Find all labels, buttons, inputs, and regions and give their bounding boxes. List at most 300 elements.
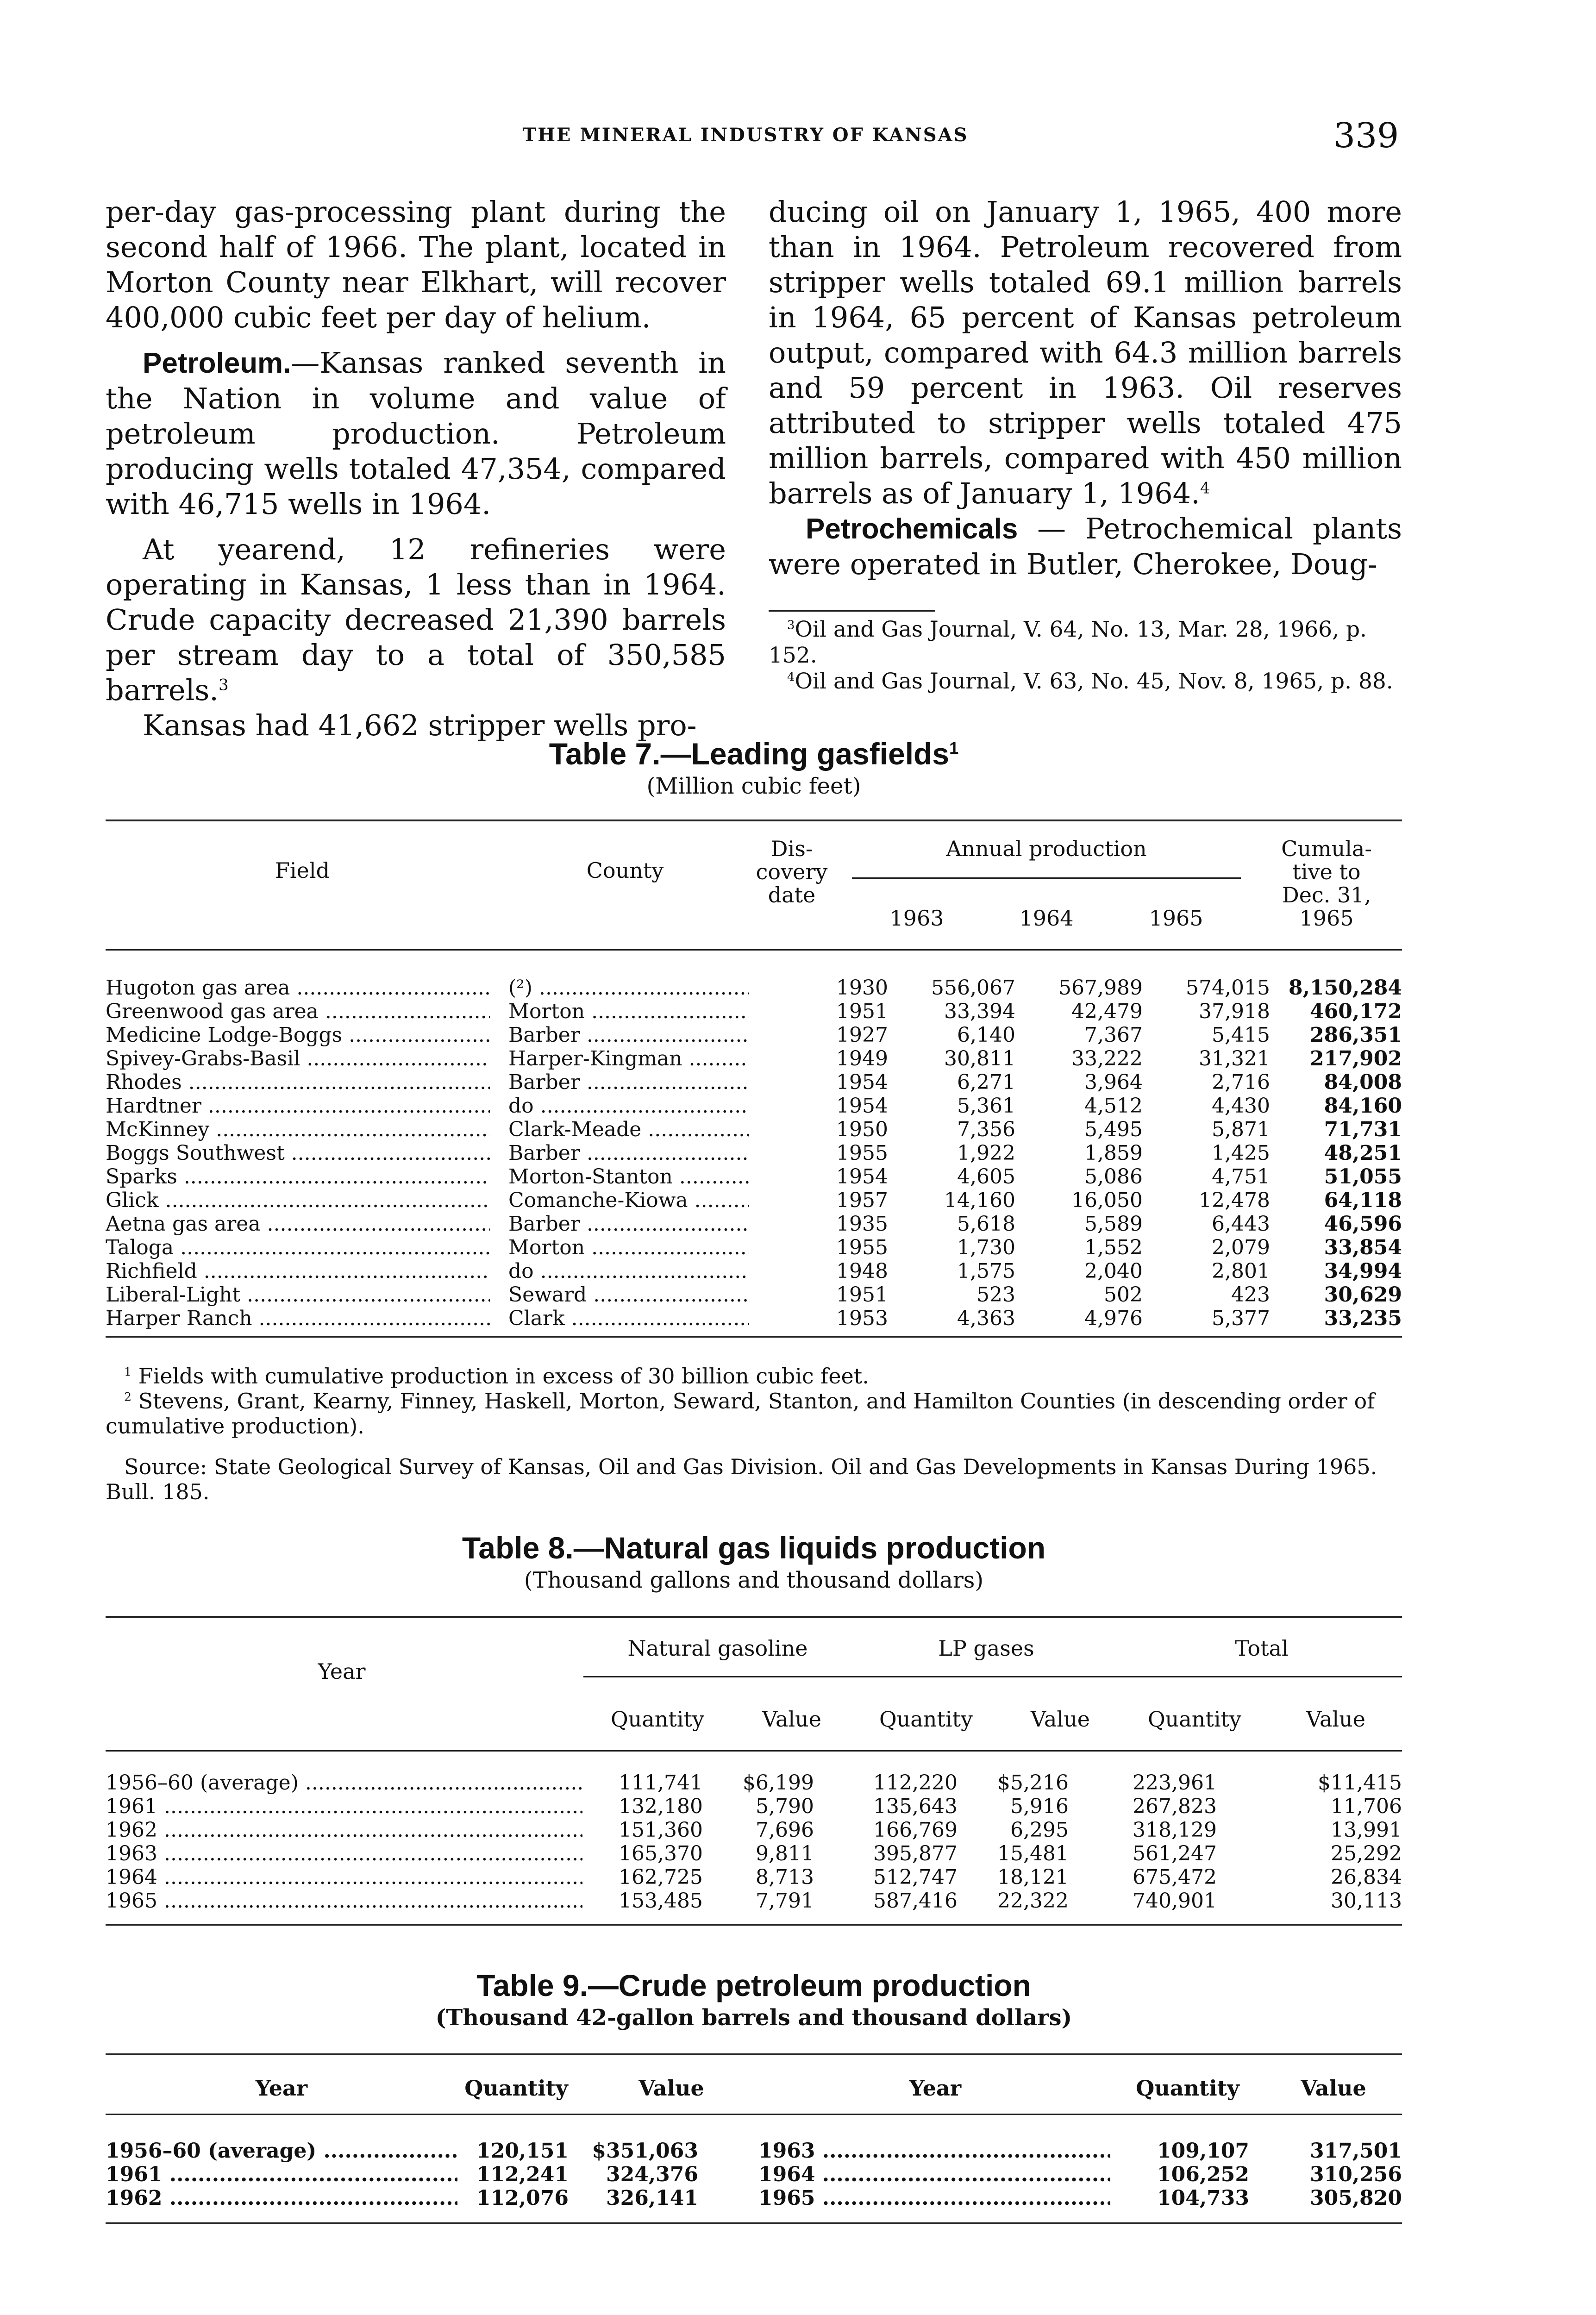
table7-cell-1964: 1,859 — [1084, 1141, 1143, 1165]
table8-subtitle: (Thousand gallons and thousand dollars) — [524, 1567, 984, 1593]
table7-cell-field — [106, 1165, 490, 1189]
table8-cell-year — [106, 1771, 582, 1795]
table7-notes — [106, 1364, 1402, 1504]
footnote-4 — [769, 669, 1402, 694]
table7-cell-cumulative: 33,854 — [1324, 1236, 1402, 1259]
table8-cell-ng-value: 5,790 — [756, 1795, 814, 1818]
table7-cell-field-label: Harper Ranch ..... — [106, 1307, 490, 1330]
table7-cell-1963: 1,575 — [957, 1259, 1015, 1283]
table7-cell-cumulative: 286,351 — [1309, 1023, 1402, 1047]
table-row — [106, 1236, 1402, 1259]
table8-header-total: Total — [1235, 1636, 1289, 1661]
table8-header-total-value: Value — [1306, 1707, 1365, 1732]
table7-note-1 — [106, 1364, 1402, 1389]
table9-header-quantity-right: Quantity — [1136, 2076, 1239, 2101]
table8-header-year: Year — [318, 1659, 366, 1684]
table7-cell-field — [106, 1000, 490, 1023]
table7-cell-county-label: do ..... — [508, 1094, 749, 1118]
table7-cell-gap — [490, 1000, 508, 1023]
table7-cell-date: 1950 — [836, 1118, 888, 1141]
table7-subtitle: (Million cubic feet) — [646, 773, 861, 799]
table7-cell-county-label: Barber ..... — [508, 1023, 749, 1047]
table7-cell-field-label: Sparks ..... — [106, 1165, 490, 1189]
paragraph-refineries — [106, 532, 726, 708]
table8-header-total-quantity: Quantity — [1147, 1707, 1242, 1732]
table9-cell-quantity-left: 120,151 — [476, 2139, 569, 2163]
refineries-text: At yearend, 12 refineries were operating in Kansas, 1 less than in 1964. Crude capacity decreased 21,390 barrels per stream day to a total of 350,585 barrels. — [106, 532, 726, 707]
table7-cell-county-label: (²) ..... — [508, 976, 749, 1000]
table-row — [106, 1070, 1402, 1094]
table-row — [106, 976, 1402, 1000]
table8-cell-total-value: 26,834 — [1331, 1865, 1402, 1889]
table8-header-ng-value: Value — [762, 1707, 821, 1732]
table7-cell-1963: 5,361 — [957, 1094, 1015, 1118]
table7-cell-date: 1955 — [836, 1141, 888, 1165]
table-row — [106, 1212, 1402, 1236]
table7-cell-cumulative: 64,118 — [1324, 1189, 1402, 1212]
table7-cell-1965: 423 — [1231, 1283, 1270, 1307]
table9-cell-year-right-label: 1965 ..... — [758, 2186, 1110, 2210]
table7-cell-gap — [490, 1307, 508, 1330]
table7-cell-date: 1951 — [836, 1283, 888, 1307]
table7-cell-county — [508, 1070, 749, 1094]
table7-cell-gap — [490, 1189, 508, 1212]
table8-cell-ng-quantity: 111,741 — [619, 1771, 703, 1795]
table7-cell-field-label: Liberal-Light ..... — [106, 1283, 490, 1307]
stripper-oil-text: ducing oil on January 1, 1965, 400 more than in 1964. Petroleum recovered from stripper wells totaled 69.1 million barrels in 1964, 65 percent of Kansas petroleum output, compared with 64.3 million barrels and 59 percent in 1963. Oil reserves attributed to stripper wells totaled 475 million barrels, compared with 450 million barrels as of January 1, 1964. — [769, 195, 1402, 510]
paragraph-helium-plant: per-day gas-processing plant during the second half of 1966. The plant, located in Morton County near Elkhart, will recover 400,000 cubic feet per day of helium. — [106, 195, 726, 334]
table9-cell-gap — [698, 2186, 758, 2210]
table-row — [106, 2163, 1402, 2186]
table7-cell-1964: 567,989 — [1058, 976, 1143, 1000]
table9-cell-year-left-label: 1962 ..... — [106, 2186, 457, 2210]
table7-header-discovery-l3: date — [768, 882, 816, 907]
table8-cell-total-value: $11,415 — [1318, 1771, 1402, 1795]
table7-cell-1963: 14,160 — [944, 1189, 1015, 1212]
table7-cell-1964: 3,964 — [1084, 1070, 1143, 1094]
table7-cell-county-label: Barber ..... — [508, 1212, 749, 1236]
table9-cell-value-right: 305,820 — [1309, 2186, 1402, 2210]
table-row — [106, 1259, 1402, 1283]
table7-cell-1964: 7,367 — [1084, 1023, 1143, 1047]
table9-header-quantity-left: Quantity — [464, 2076, 568, 2101]
table7-cell-county-label: Comanche-Kiowa ..... — [508, 1189, 749, 1212]
table9-cell-year-left — [106, 2186, 457, 2210]
table7-cell-field — [106, 1141, 490, 1165]
table9-cell-year-right-label: 1963 ..... — [758, 2139, 1110, 2163]
table-row — [106, 2139, 1402, 2163]
table7-cell-county — [508, 1283, 749, 1307]
table8-cell-ng-quantity: 153,485 — [619, 1889, 703, 1913]
table8-cell-year-label: 1956–60 (average) ..... — [106, 1771, 582, 1795]
table8-title: Table 8.—Natural gas liquids production — [462, 1531, 1046, 1565]
table7-cell-1965: 31,321 — [1199, 1047, 1270, 1070]
table7-header-1964: 1964 — [1019, 906, 1074, 931]
table7-cell-county-label: Clark ..... — [508, 1307, 749, 1330]
table7-cell-county — [508, 1023, 749, 1047]
table9-header-value-left: Value — [638, 2076, 704, 2101]
table7-cell-field — [106, 1283, 490, 1307]
table8-cell-year — [106, 1795, 582, 1818]
table-row — [106, 1023, 1402, 1047]
table9-cell-year-right — [758, 2186, 1110, 2210]
table7-title — [106, 736, 1402, 771]
table7-cell-1964: 42,479 — [1071, 1000, 1143, 1023]
table8-cell-ng-quantity: 162,725 — [619, 1865, 703, 1889]
table7-cell-county — [508, 976, 749, 1000]
table7-header-field: Field — [275, 858, 330, 883]
right-text-column — [769, 194, 1402, 582]
table7-cell-gap — [490, 1212, 508, 1236]
table7-cell-field — [106, 1212, 490, 1236]
footnote-4-number: 4 — [787, 670, 795, 684]
table7-cell-field-label: Medicine Lodge-Boggs ..... — [106, 1023, 490, 1047]
table7-cell-field — [106, 1070, 490, 1094]
table8-body — [106, 1771, 1402, 1913]
table7-cell-gap — [490, 1259, 508, 1283]
table-row — [106, 1818, 1402, 1842]
table9-cell-value-left: 326,141 — [606, 2186, 698, 2210]
table8-header-lp-quantity: Quantity — [879, 1707, 973, 1732]
table7-header-discovery — [745, 837, 838, 907]
table8-cell-lp-quantity: 135,643 — [873, 1795, 958, 1818]
table7-cell-1963: 523 — [976, 1283, 1015, 1307]
table9-cell-value-right: 310,256 — [1309, 2163, 1402, 2186]
table7-header-rule — [106, 949, 1402, 951]
table9-cell-quantity-right: 104,733 — [1157, 2186, 1249, 2210]
table-row — [106, 1771, 1402, 1795]
table7-cell-cumulative: 71,731 — [1324, 1118, 1402, 1141]
table7-cell-cumulative: 217,902 — [1309, 1047, 1402, 1070]
table7-cell-date: 1951 — [836, 1000, 888, 1023]
running-title: THE MINERAL INDUSTRY OF KANSAS — [522, 124, 969, 146]
table7-header-discovery-l1: Dis- — [770, 836, 813, 861]
table9-cell-year-left-label: 1961 ..... — [106, 2163, 457, 2186]
table7-cell-cumulative: 84,160 — [1324, 1094, 1402, 1118]
table8-cell-total-quantity: 561,247 — [1133, 1842, 1217, 1865]
table7-cell-county-label: Seward ..... — [508, 1283, 749, 1307]
table-row — [106, 1889, 1402, 1913]
table7-cell-date: 1954 — [836, 1070, 888, 1094]
table7-cell-1964: 4,512 — [1084, 1094, 1143, 1118]
table7-cell-date: 1935 — [836, 1212, 888, 1236]
table7-cell-date: 1955 — [836, 1236, 888, 1259]
table7-cell-county — [508, 1047, 749, 1070]
table9-header-year-left: Year — [255, 2076, 308, 2101]
table7-note-1-text: Fields with cumulative production in excess of 30 billion cubic feet. — [138, 1364, 869, 1389]
table7-cell-date: 1954 — [836, 1094, 888, 1118]
table7-cell-field — [106, 1118, 490, 1141]
table8-cell-total-value: 30,113 — [1331, 1889, 1402, 1913]
table9-cell-year-left — [106, 2163, 457, 2186]
table7-cell-1964: 16,050 — [1071, 1189, 1143, 1212]
table8-cell-year-label: 1964 ..... — [106, 1865, 582, 1889]
table8-cell-year — [106, 1842, 582, 1865]
footnote-ref-3: 3 — [218, 676, 229, 694]
table-row — [106, 1094, 1402, 1118]
table7-cell-gap — [490, 1094, 508, 1118]
table7-note-2-text: Stevens, Grant, Kearny, Finney, Haskell, Morton, Seward, Stanton, and Hamilton Counties (in descending order of cumulative production). — [106, 1389, 1375, 1439]
table7-title-text: Table 7.—Leading gasfields — [549, 737, 950, 771]
table9-title: Table 9.—Crude petroleum production — [476, 1968, 1031, 2002]
table7-cell-field-label: Richfield ..... — [106, 1259, 490, 1283]
table7-cell-field-label: Greenwood gas area ..... — [106, 1000, 490, 1023]
table9-cell-year-left — [106, 2139, 457, 2163]
table7-cell-county — [508, 1259, 749, 1283]
footnote-rule — [769, 610, 935, 612]
table7-header-cum-l4: 1965 — [1299, 906, 1354, 931]
table8-cell-lp-quantity: 587,416 — [873, 1889, 958, 1913]
table7-cell-1964: 5,495 — [1084, 1118, 1143, 1141]
table7-cell-gap — [490, 1165, 508, 1189]
table7-header-1963: 1963 — [889, 906, 944, 931]
petrochemicals-heading: Petrochemicals — [806, 513, 1018, 545]
table7-header-cum-l3: Dec. 31, — [1282, 882, 1371, 907]
table7-cell-county-label: Barber ..... — [508, 1070, 749, 1094]
table7-cell-field — [106, 1307, 490, 1330]
table9-cell-value-right: 317,501 — [1309, 2139, 1402, 2163]
table8-cell-lp-value: 5,916 — [1010, 1795, 1069, 1818]
table7-cell-field — [106, 1094, 490, 1118]
table8-cell-lp-value: $5,216 — [997, 1771, 1069, 1795]
table7-cell-county-label: do ..... — [508, 1259, 749, 1283]
table7-cell-county-label: Morton ..... — [508, 1000, 749, 1023]
table9-bottom-rule — [106, 2222, 1402, 2224]
table7-cell-county — [508, 1212, 749, 1236]
table7-cell-date: 1949 — [836, 1047, 888, 1070]
table9-header-value-right: Value — [1301, 2076, 1366, 2101]
table8-cell-ng-value: 7,696 — [756, 1818, 814, 1842]
table7-cell-gap — [490, 976, 508, 1000]
table7-cell-1963: 6,140 — [957, 1023, 1015, 1047]
table7-cell-field — [106, 1023, 490, 1047]
table7-annual-rule — [852, 877, 1241, 879]
table7-cell-field-label: Aetna gas area ..... — [106, 1212, 490, 1236]
table7-cell-date: 1954 — [836, 1165, 888, 1189]
table7-cell-date: 1948 — [836, 1259, 888, 1283]
table7-cell-field — [106, 1189, 490, 1212]
table7-body — [106, 976, 1402, 1330]
table7-cell-county-label: Morton-Stanton ..... — [508, 1165, 749, 1189]
table8-cell-lp-quantity: 166,769 — [873, 1818, 958, 1842]
table7-cell-1964: 1,552 — [1084, 1236, 1143, 1259]
table9-top-rule — [106, 2053, 1402, 2055]
table7-cell-field-label: Taloga ..... — [106, 1236, 490, 1259]
table8-cell-total-quantity: 318,129 — [1133, 1818, 1217, 1842]
table7-cell-county-label: Morton ..... — [508, 1236, 749, 1259]
table7-cell-field-label: Hardtner ..... — [106, 1094, 490, 1118]
petroleum-text: —Kansas ranked seventh in the Nation in volume and value of petroleum production. Petroleum producing wells totaled 47,354, compared with 46,715 wells in 1964. — [106, 346, 726, 521]
paragraph-petroleum — [106, 345, 726, 522]
table7-cell-county — [508, 1141, 749, 1165]
table8-cell-total-value: 13,991 — [1331, 1818, 1402, 1842]
table7-cell-county — [508, 1094, 749, 1118]
table8-cell-ng-value: 8,713 — [756, 1865, 814, 1889]
table7-bottom-rule — [106, 1336, 1402, 1338]
table9-subtitle: (Thousand 42-gallon barrels and thousand dollars) — [435, 2005, 1072, 2031]
table7-cell-1964: 4,976 — [1084, 1307, 1143, 1330]
table7-cell-date: 1953 — [836, 1307, 888, 1330]
table7-cell-1965: 12,478 — [1199, 1189, 1270, 1212]
table8-cell-year-label: 1962 ..... — [106, 1818, 582, 1842]
table7-cell-1965: 37,918 — [1199, 1000, 1270, 1023]
table7-cell-1963: 4,363 — [957, 1307, 1015, 1330]
table7-cell-1965: 574,015 — [1186, 976, 1270, 1000]
table7-cell-county — [508, 1165, 749, 1189]
table8-cell-total-quantity: 267,823 — [1133, 1795, 1217, 1818]
table7-cell-1963: 1,730 — [957, 1236, 1015, 1259]
table7-cell-1965: 5,377 — [1212, 1307, 1270, 1330]
table7-cell-1963: 7,356 — [957, 1118, 1015, 1141]
table7-source: Source: State Geological Survey of Kansas, Oil and Gas Division. Oil and Gas Developments in Kansas During 1965. Bull. 185. — [106, 1454, 1377, 1504]
table8-cell-year — [106, 1889, 582, 1913]
table8-header-ng-quantity: Quantity — [610, 1707, 705, 1732]
paragraph-stripper-oil — [769, 194, 1402, 511]
footnotes — [769, 617, 1402, 694]
table7-header-cum-l2: tive to — [1292, 859, 1361, 884]
table7-cell-field-label: Spivey-Grabs-Basil ..... — [106, 1047, 490, 1070]
table9-cell-year-left-label: 1956–60 (average) ..... — [106, 2139, 457, 2163]
table-row — [106, 1283, 1402, 1307]
table8-cell-total-value: 25,292 — [1331, 1842, 1402, 1865]
table7-cell-1963: 33,394 — [944, 1000, 1015, 1023]
paragraph-stripper-wells: Kansas had 41,662 stripper wells pro- — [143, 708, 697, 742]
table7-cell-1964: 5,589 — [1084, 1212, 1143, 1236]
table9-body — [106, 2139, 1402, 2210]
table7-cell-field — [106, 976, 490, 1000]
table7-cell-1963: 556,067 — [931, 976, 1015, 1000]
table9-cell-value-left: $351,063 — [592, 2139, 698, 2163]
table7-cell-1964: 502 — [1104, 1283, 1143, 1307]
table7-cell-1963: 5,618 — [957, 1212, 1015, 1236]
table7-note-2 — [106, 1389, 1402, 1439]
table8-cell-lp-value: 15,481 — [997, 1842, 1069, 1865]
table9-cell-quantity-right: 106,252 — [1157, 2163, 1249, 2186]
table7-cell-field-label: Rhodes ..... — [106, 1070, 490, 1094]
table8-cell-ng-value: $6,199 — [743, 1771, 814, 1795]
table7-cell-cumulative: 33,235 — [1324, 1307, 1402, 1330]
table8-cell-lp-quantity: 512,747 — [873, 1865, 958, 1889]
table7-cell-gap — [490, 1070, 508, 1094]
table7-cell-gap — [490, 1283, 508, 1307]
table9-cell-gap — [698, 2163, 758, 2186]
table7-cell-gap — [490, 1141, 508, 1165]
table9-cell-year-right — [758, 2139, 1110, 2163]
table7-cell-field — [106, 1236, 490, 1259]
table7-cell-field-label: Boggs Southwest ..... — [106, 1141, 490, 1165]
table8-cell-year — [106, 1865, 582, 1889]
table9-cell-gap — [698, 2139, 758, 2163]
table7-title-ref: 1 — [949, 738, 959, 757]
table8-header-lp-value: Value — [1031, 1707, 1090, 1732]
table9-cell-quantity-right: 109,107 — [1157, 2139, 1249, 2163]
table7-cell-county — [508, 1189, 749, 1212]
petrochemicals-text: — Petrochemical plants were operated in Butler, Cherokee, Doug- — [769, 512, 1402, 581]
table7-header-1965: 1965 — [1149, 906, 1203, 931]
table9-cell-year-right-label: 1964 ..... — [758, 2163, 1110, 2186]
table9-header-year-right: Year — [909, 2076, 962, 2101]
table-row — [106, 1141, 1402, 1165]
table7-cell-field — [106, 1259, 490, 1283]
table7-cell-county — [508, 1000, 749, 1023]
table8-cell-ng-quantity: 165,370 — [619, 1842, 703, 1865]
table7-cell-cumulative: 46,596 — [1324, 1212, 1402, 1236]
table7-cell-county-label: Harper-Kingman ..... — [508, 1047, 749, 1070]
table8-group-rule — [583, 1676, 1402, 1677]
table-row — [106, 1865, 1402, 1889]
table9-cell-value-left: 324,376 — [606, 2163, 698, 2186]
table8-cell-year-label: 1961 ..... — [106, 1795, 582, 1818]
table8-cell-lp-quantity: 112,220 — [873, 1771, 958, 1795]
table7-cell-cumulative: 51,055 — [1324, 1165, 1402, 1189]
table7-cell-1964: 5,086 — [1084, 1165, 1143, 1189]
footnote-3 — [769, 617, 1402, 669]
table8-cell-ng-quantity: 132,180 — [619, 1795, 703, 1818]
table7-cell-1965: 4,751 — [1212, 1165, 1270, 1189]
table7-cell-field-label: Hugoton gas area ..... — [106, 976, 490, 1000]
table7-header-county: County — [586, 858, 664, 883]
table-row — [106, 1118, 1402, 1141]
table7-cell-date: 1957 — [836, 1189, 888, 1212]
table7-top-rule — [106, 820, 1402, 821]
table8-cell-lp-value: 18,121 — [997, 1865, 1069, 1889]
table7-cell-1965: 4,430 — [1212, 1094, 1270, 1118]
petroleum-heading: Petroleum. — [143, 347, 291, 379]
table8-cell-total-quantity: 740,901 — [1133, 1889, 1217, 1913]
table8-header-natural-gasoline: Natural gasoline — [627, 1636, 808, 1661]
table8-cell-ng-value: 9,811 — [756, 1842, 814, 1865]
table8-cell-lp-quantity: 395,877 — [873, 1842, 958, 1865]
footnote-ref-4: 4 — [1200, 479, 1210, 498]
table8-cell-total-quantity: 223,961 — [1133, 1771, 1217, 1795]
table7-cell-1965: 5,415 — [1212, 1023, 1270, 1047]
table8-cell-ng-quantity: 151,360 — [619, 1818, 703, 1842]
table7-cell-county-label: Barber ..... — [508, 1141, 749, 1165]
table7-cell-county — [508, 1236, 749, 1259]
table7-cell-cumulative: 30,629 — [1324, 1283, 1402, 1307]
table7-note-1-number: 1 — [124, 1365, 132, 1379]
footnote-4-text: Oil and Gas Journal, V. 63, No. 45, Nov. 8, 1965, p. 88. — [795, 669, 1393, 694]
table8-cell-total-value: 11,706 — [1331, 1795, 1402, 1818]
table-row — [106, 2186, 1402, 2210]
table7-cell-1965: 2,079 — [1212, 1236, 1270, 1259]
table7-header-annual: Annual production — [946, 836, 1147, 861]
table-row — [106, 1189, 1402, 1212]
footnote-3-text: Oil and Gas Journal, V. 64, No. 13, Mar. 28, 1966, p. 152. — [769, 617, 1367, 668]
table-row — [106, 1165, 1402, 1189]
table7-cell-gap — [490, 1236, 508, 1259]
table7-cell-1965: 6,443 — [1212, 1212, 1270, 1236]
table8-cell-ng-value: 7,791 — [756, 1889, 814, 1913]
left-text-column — [106, 194, 726, 743]
table7-cell-cumulative: 34,994 — [1324, 1259, 1402, 1283]
page-number: 339 — [1333, 116, 1399, 156]
table7-cell-gap — [490, 1118, 508, 1141]
table7-cell-cumulative: 48,251 — [1324, 1141, 1402, 1165]
table8-header-lp-gases: LP gases — [938, 1636, 1034, 1661]
table7-cell-1965: 2,801 — [1212, 1259, 1270, 1283]
table8-cell-year — [106, 1818, 582, 1842]
table-row — [106, 1047, 1402, 1070]
table7-header-discovery-l2: covery — [756, 859, 828, 884]
table8-bottom-rule — [106, 1924, 1402, 1926]
table7-cell-county — [508, 1307, 749, 1330]
table7-cell-field-label: Glick ..... — [106, 1189, 490, 1212]
table7-cell-cumulative: 8,150,284 — [1289, 976, 1402, 1000]
table7-cell-gap — [490, 1047, 508, 1070]
table-row — [106, 1307, 1402, 1330]
table7-cell-county — [508, 1118, 749, 1141]
